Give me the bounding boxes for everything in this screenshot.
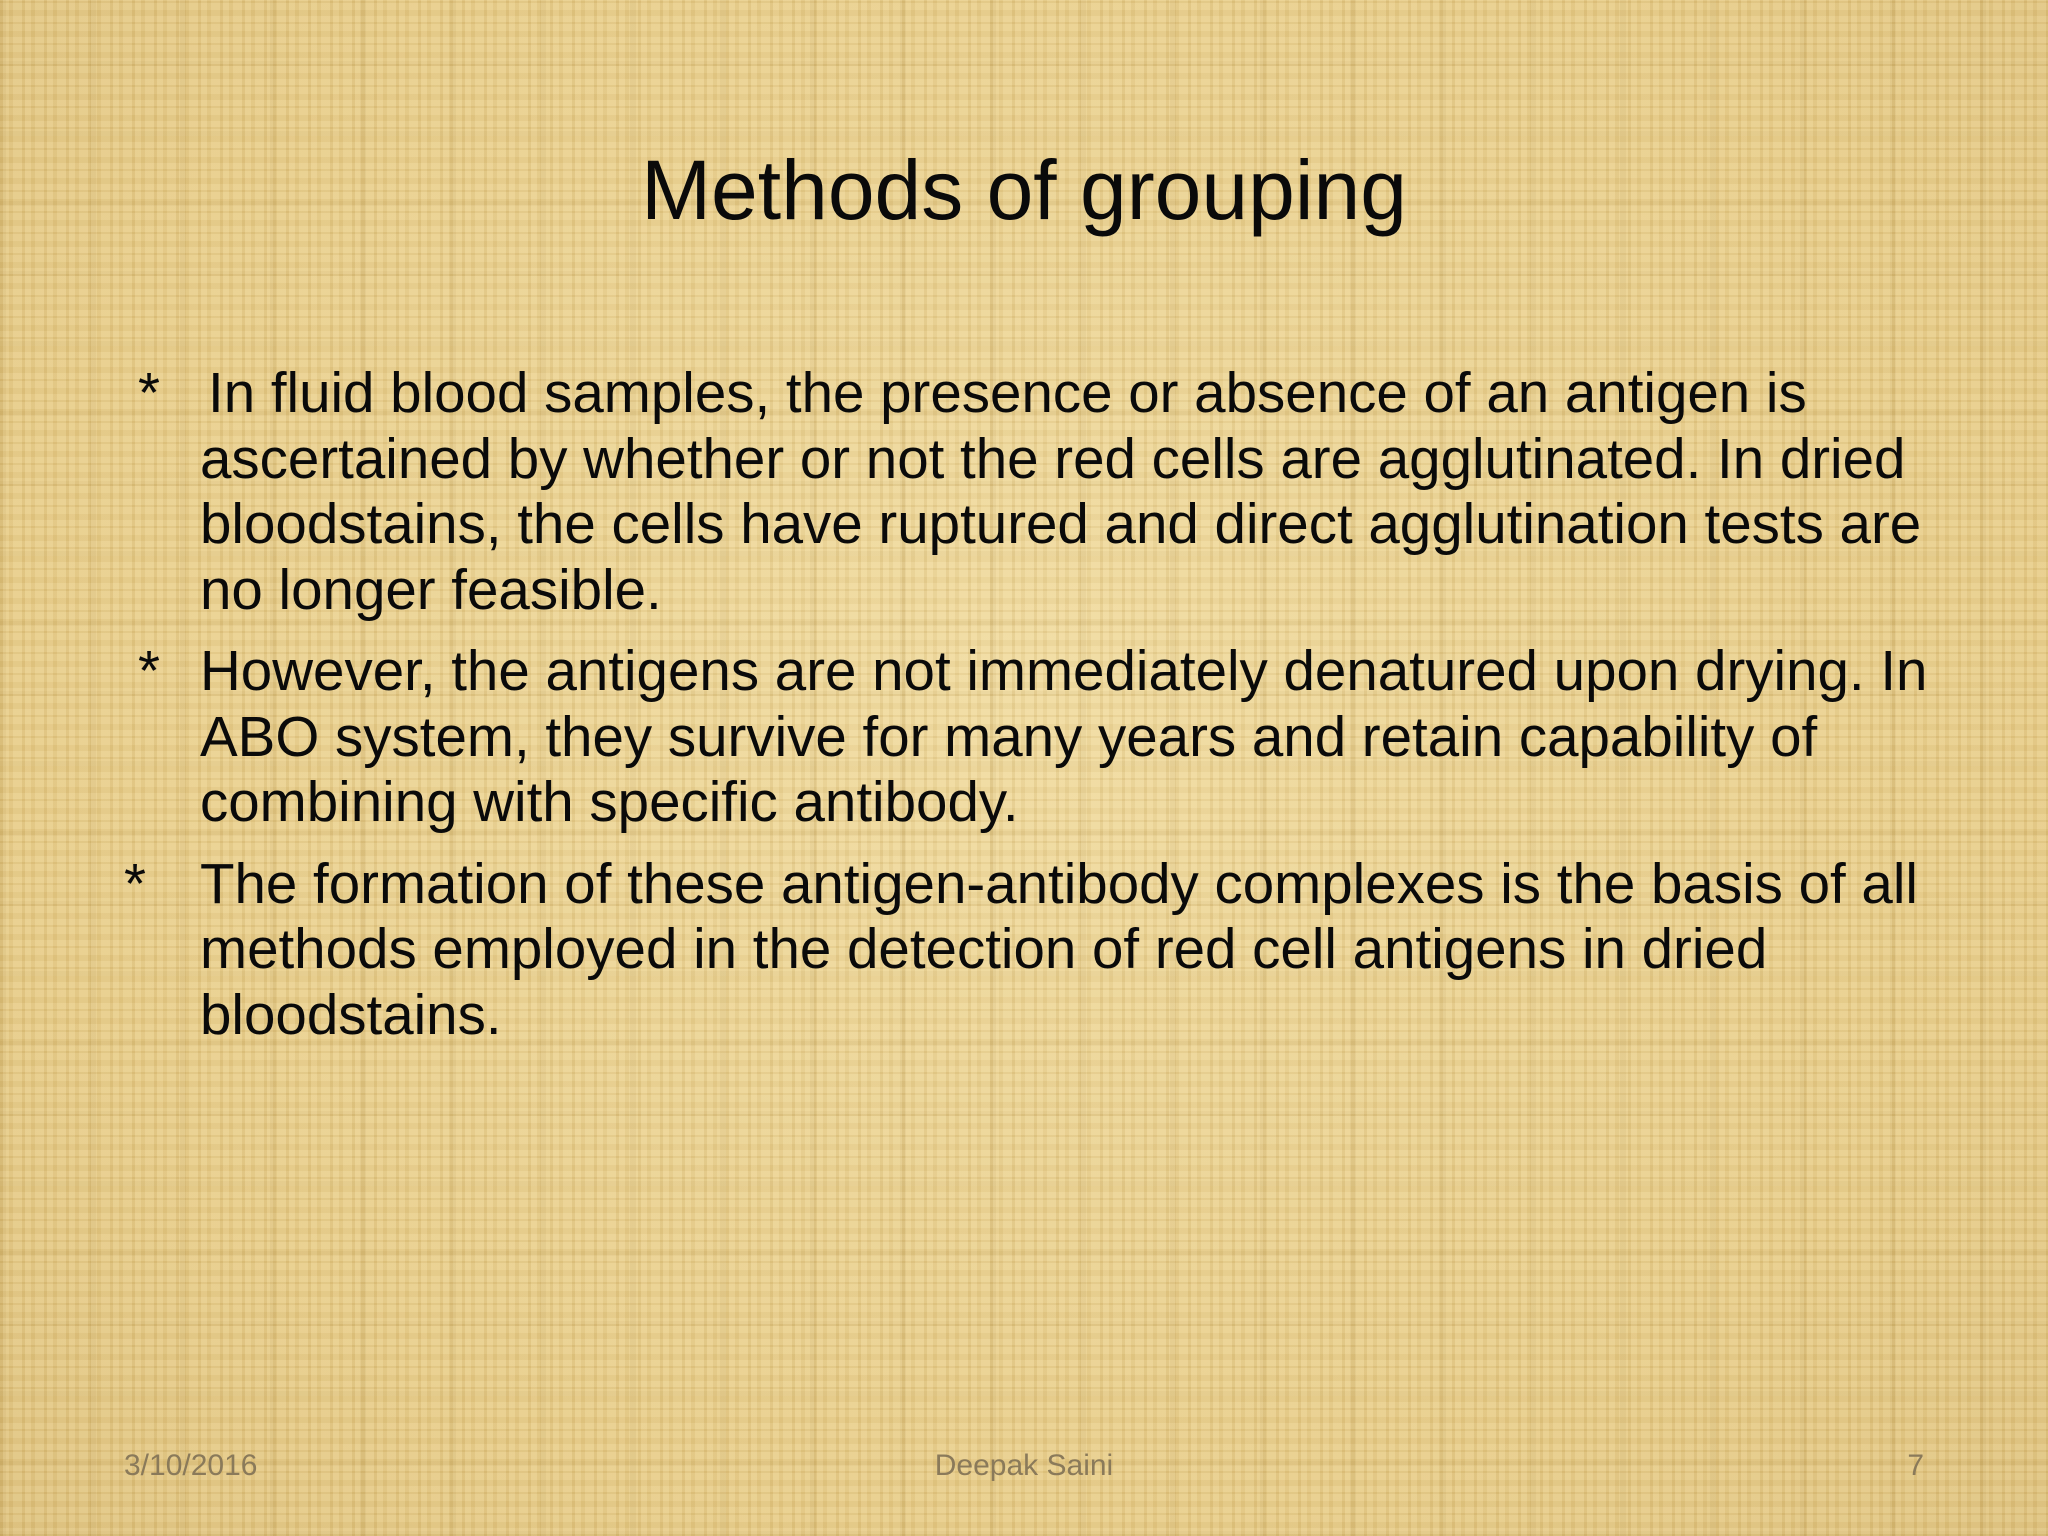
bullet-marker: * — [138, 361, 160, 424]
bullet-marker: * — [124, 851, 146, 915]
bullet-item — [124, 851, 1944, 1048]
bullet-item — [124, 638, 1944, 835]
footer-date: 3/10/2016 — [124, 1449, 258, 1482]
bullet-item — [124, 360, 1944, 622]
bullet-text: In fluid blood samples, the presence or absence of an antigen is ascertained by whether or not the red cells are agglutinated. In dried bloodstains, the cells have ruptured and direct agglutination tests are no longer feasible. — [200, 361, 1922, 621]
footer-author: Deepak Saini — [934, 1449, 1114, 1482]
slide-title: Methods of grouping — [641, 143, 1407, 237]
bullet-marker: * — [138, 639, 160, 702]
bullet-text: However, the antigens are not immediately denatured upon drying. In ABO system, they survive for many years and retain capability of combining with specific antibody. — [200, 639, 1928, 833]
slide-body — [124, 360, 1944, 1047]
footer-page-number: 7 — [1907, 1449, 1924, 1482]
bullet-text: The formation of these antigen-antibody complexes is the basis of all methods employed in the detection of red cell antigens in dried bloodstains. — [200, 851, 1918, 1046]
